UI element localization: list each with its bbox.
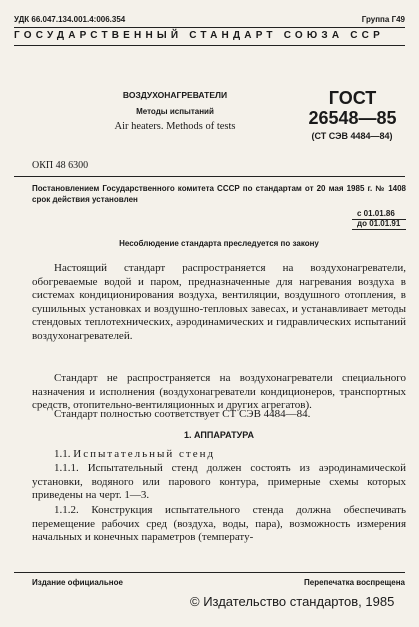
- reprint-notice: Перепечатка воспрещена: [304, 578, 405, 587]
- okp-code: ОКП 48 6300: [32, 160, 89, 171]
- okp-rule: [14, 176, 405, 177]
- english-title: Air heaters. Methods of tests: [114, 121, 236, 132]
- intro-paragraph: Настоящий стандарт распространяется на воздухонагреватели, обогреваемые водой и паром, предназначенные для нагревания воздуха в системах кондиционирования воздуха, вентиляции, воздушного отопления, в сушильных установках и воздушно-тепловых завесах, и устанавливает методы стендовых теплотехнических, аэродинамических и гидравлических испытаний воздухонагревателей.: [32, 262, 406, 342]
- footer-rule: [14, 572, 405, 573]
- decree-text: Постановлением Государственного комитета СССР по стандартам от 20 мая 1985 г. № 1408 срок действия установлен: [32, 184, 406, 204]
- document-subtitle: Методы испытаний: [136, 107, 214, 116]
- standard-banner: ГОСУДАРСТВЕННЫЙ СТАНДАРТ СОЮЗА ССР: [14, 30, 384, 41]
- banner-rule: [14, 45, 405, 46]
- section-heading: 1. АППАРАТУРА: [184, 430, 254, 440]
- publisher-copyright: © Издательство стандартов, 1985: [190, 594, 395, 609]
- effective-from-date: с 01.01.86: [357, 209, 395, 218]
- gost-number: 26548—85: [308, 108, 397, 128]
- gost-label: ГОСТ: [328, 88, 377, 108]
- legal-warning: Несоблюдение стандарта преследуется по закону: [119, 239, 319, 248]
- clause-title: Испытательный стенд: [73, 448, 216, 460]
- clause-number: 1.1.: [54, 448, 71, 460]
- clause-1-1-1: 1.1.1. Испытательный стенд должен состоять из аэродинамической установки, водяного или парового контура, примерные схемы которых приведены на черт. 1—3.: [32, 462, 406, 502]
- sev-reference: (СТ СЭВ 4484—84): [311, 131, 393, 141]
- group-code: Группа Г49: [361, 15, 405, 24]
- effective-to-date: до 01.01.91: [357, 219, 401, 228]
- document-title: ВОЗДУХОНАГРЕВАТЕЛИ: [122, 90, 228, 100]
- clause-1-1: [32, 448, 406, 462]
- clause-1-1-2: 1.1.2. Конструкция испытательного стенда должна обеспечивать перемещение рабочих сред (воздуха, воды, пара), возможность измерения начальных и конечных параметров (температу-: [32, 504, 406, 544]
- official-edition: Издание официальное: [32, 578, 123, 587]
- date-rule: [352, 229, 406, 230]
- exclusion-paragraph: Стандарт не распространяется на воздухонагреватели специального назначения и исполнения (воздухонагреватели кондиционеров, транспортных средств, отопительно-вентиляционных и других агрегатов).: [32, 372, 406, 412]
- conformity-paragraph: Стандарт полностью соответствует СТ СЭВ 4484—84.: [54, 408, 311, 420]
- top-rule: [14, 27, 405, 28]
- udk-code: УДК 66.047.134.001.4:006.354: [14, 15, 126, 24]
